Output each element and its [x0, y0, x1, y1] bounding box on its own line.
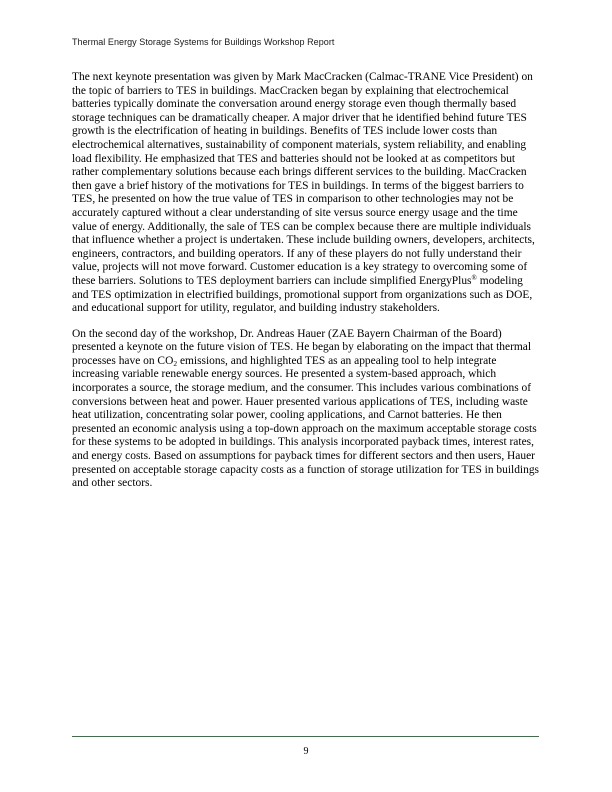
- paragraph-1-text-a: The next keynote presentation was given by Mark MacCracken (Calmac-TRANE Vice President) on the topic of barriers to TES in buildings. MacCracken began by explaining that electrochemical batteries typically dominate the conversation around energy storage even though thermally based storage techniques can be dramatically cheaper. A major driver that he identified behind future TES growth is the electrification of heating in buildings. Benefits of TES include lower costs than electrochemical alternatives, sustainability of component materials, system reliability, and enabling load flexibility. He emphasized that TES and batteries should not be looked at as competitors but rather complementary solutions because each brings different services to the building. MacCracken then gave a brief history of the motivations for TES in buildings. In terms of the biggest barriers to TES, he presented on how the true value of TES in comparison to other technologies may not be accurately captured without a clear understanding of site versus source energy usage and the time value of energy. Additionally, the sale of TES can be complex because there are multiple individuals that influence whether a project is undertaken. These include building owners, developers, architects, engineers, contractors, and building operators. If any of these players do not fully understand their value, projects will not move forward. Customer education is a key strategy to overcoming some of these barriers. Solutions to TES deployment barriers can include simplified EnergyPlus: [72, 71, 535, 287]
- running-header: Thermal Energy Storage Systems for Buildings Workshop Report: [72, 37, 335, 47]
- registered-trademark-mark: ®: [471, 273, 477, 282]
- paragraph-1-text-b: modeling and TES optimization in electrified buildings, promotional support from organizations such as DOE, and educational support for utility, regulator, and building industry stakeholders.: [72, 274, 533, 315]
- footer-divider: [72, 736, 539, 737]
- paragraph-keynote-maccracken: [72, 71, 540, 316]
- paragraph-keynote-hauer: [72, 328, 540, 491]
- page-number: 9: [303, 746, 309, 757]
- co2-subscript: 2: [173, 358, 178, 368]
- body-text: [72, 71, 540, 503]
- paragraph-2-text-a: On the second day of the workshop, Dr. Andreas Hauer (ZAE Bayern Chairman of the Board) presented a keynote on the future vision of TES. He began by elaborating on the impact that thermal processes have on CO: [72, 327, 532, 367]
- paragraph-2-text-b: emissions, and highlighted TES as an appealing tool to help integrate increasing variable renewable energy sources. He presented a system-based approach, which incorporates a source, the storage medium, and the consumer. This includes various combinations of conversions between heat and power. Hauer presented various applications of TES, including waste heat utilization, concentrating solar power, cooling applications, and Carnot batteries. He then presented an economic analysis using a top-down approach on the maximum acceptable storage costs for these systems to be adopted in buildings. This analysis incorporated payback times, interest rates, and energy costs. Based on assumptions for payback times for different sectors and then users, Hauer presented on acceptable storage capacity costs as a function of storage utilization for TES in buildings and other sectors.: [72, 354, 539, 490]
